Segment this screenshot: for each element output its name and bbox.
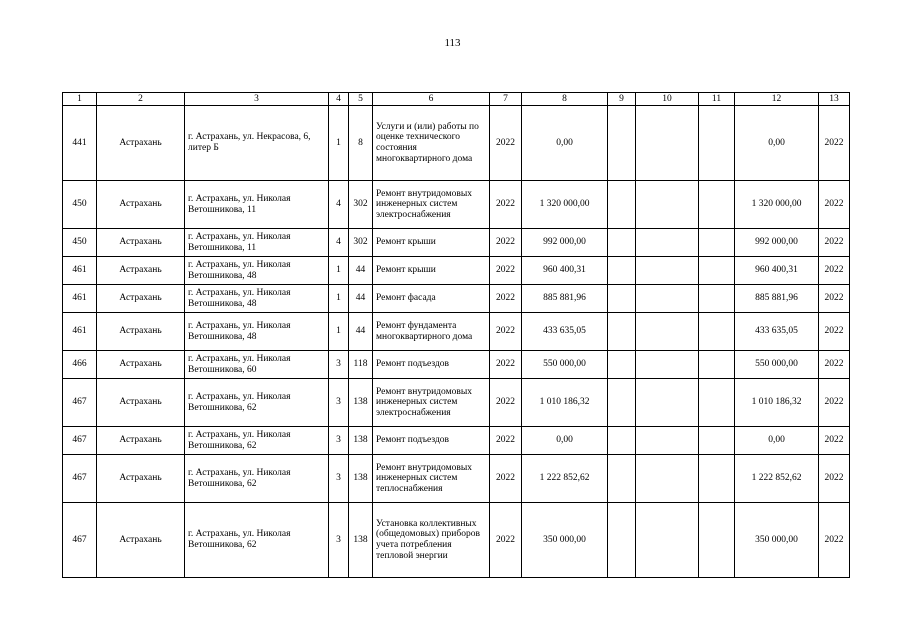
- completion-year-cell: 2022: [819, 285, 850, 313]
- owner-funds-cell: 885 881,96: [735, 285, 819, 313]
- entrance-count-cell: 1: [329, 313, 349, 351]
- work-type-cell: Услуги и (или) работы по оценке технического состояния многоквартирного дома: [373, 106, 490, 181]
- municipality-cell: Астрахань: [97, 229, 185, 257]
- table-row: [63, 181, 850, 229]
- cost-col-9-cell: [608, 351, 636, 379]
- column-header: 4: [329, 93, 349, 106]
- cost-col-11-cell: [699, 106, 735, 181]
- owner-funds-cell: 992 000,00: [735, 229, 819, 257]
- municipality-cell: Астрахань: [97, 455, 185, 503]
- apartment-count-cell: 138: [349, 503, 373, 578]
- cost-col-9-cell: [608, 257, 636, 285]
- total-cost-cell: 960 400,31: [522, 257, 608, 285]
- cost-col-10-cell: [636, 379, 699, 427]
- record-number-cell: 467: [63, 503, 97, 578]
- work-type-cell: Ремонт внутридомовых инженерных систем электроснабжения: [373, 379, 490, 427]
- apartment-count-cell: 302: [349, 229, 373, 257]
- entrance-count-cell: 3: [329, 455, 349, 503]
- column-header: 8: [522, 93, 608, 106]
- work-type-cell: Ремонт внутридомовых инженерных систем электроснабжения: [373, 181, 490, 229]
- table-body: [63, 106, 850, 578]
- entrance-count-cell: 4: [329, 181, 349, 229]
- record-number-cell: 467: [63, 455, 97, 503]
- table-row: [63, 313, 850, 351]
- apartment-count-cell: 138: [349, 427, 373, 455]
- plan-year-cell: 2022: [490, 181, 522, 229]
- table-row: [63, 106, 850, 181]
- apartment-count-cell: 138: [349, 379, 373, 427]
- completion-year-cell: 2022: [819, 229, 850, 257]
- record-number-cell: 461: [63, 285, 97, 313]
- work-type-cell: Ремонт фасада: [373, 285, 490, 313]
- cost-col-11-cell: [699, 285, 735, 313]
- municipality-cell: Астрахань: [97, 313, 185, 351]
- column-header: 13: [819, 93, 850, 106]
- address-cell: г. Астрахань, ул. Николая Ветошникова, 48: [185, 285, 329, 313]
- cost-col-11-cell: [699, 181, 735, 229]
- work-type-cell: Ремонт крыши: [373, 229, 490, 257]
- total-cost-cell: 1 222 852,62: [522, 455, 608, 503]
- record-number-cell: 450: [63, 229, 97, 257]
- cost-col-11-cell: [699, 257, 735, 285]
- owner-funds-cell: 0,00: [735, 106, 819, 181]
- completion-year-cell: 2022: [819, 313, 850, 351]
- apartment-count-cell: 302: [349, 181, 373, 229]
- cost-col-10-cell: [636, 285, 699, 313]
- apartment-count-cell: 118: [349, 351, 373, 379]
- address-cell: г. Астрахань, ул. Николая Ветошникова, 62: [185, 503, 329, 578]
- owner-funds-cell: 960 400,31: [735, 257, 819, 285]
- entrance-count-cell: 3: [329, 503, 349, 578]
- cost-col-9-cell: [608, 313, 636, 351]
- plan-year-cell: 2022: [490, 257, 522, 285]
- cost-col-11-cell: [699, 503, 735, 578]
- cost-col-10-cell: [636, 427, 699, 455]
- municipality-cell: Астрахань: [97, 106, 185, 181]
- entrance-count-cell: 4: [329, 229, 349, 257]
- record-number-cell: 450: [63, 181, 97, 229]
- cost-col-9-cell: [608, 379, 636, 427]
- cost-col-9-cell: [608, 106, 636, 181]
- work-type-cell: Установка коллективных (общедомовых) приборов учета потребления тепловой энергии: [373, 503, 490, 578]
- completion-year-cell: 2022: [819, 106, 850, 181]
- cost-col-9-cell: [608, 427, 636, 455]
- municipality-cell: Астрахань: [97, 503, 185, 578]
- plan-year-cell: 2022: [490, 313, 522, 351]
- plan-year-cell: 2022: [490, 229, 522, 257]
- total-cost-cell: 885 881,96: [522, 285, 608, 313]
- cost-col-10-cell: [636, 229, 699, 257]
- address-cell: г. Астрахань, ул. Николая Ветошникова, 48: [185, 257, 329, 285]
- cost-col-11-cell: [699, 379, 735, 427]
- column-header: 12: [735, 93, 819, 106]
- table-row: [63, 379, 850, 427]
- address-cell: г. Астрахань, ул. Некрасова, 6, литер Б: [185, 106, 329, 181]
- cost-col-10-cell: [636, 351, 699, 379]
- address-cell: г. Астрахань, ул. Николая Ветошникова, 60: [185, 351, 329, 379]
- completion-year-cell: 2022: [819, 379, 850, 427]
- cost-col-9-cell: [608, 503, 636, 578]
- column-header: 7: [490, 93, 522, 106]
- apartment-count-cell: 8: [349, 106, 373, 181]
- cost-col-10-cell: [636, 181, 699, 229]
- completion-year-cell: 2022: [819, 181, 850, 229]
- table-row: [63, 285, 850, 313]
- plan-year-cell: 2022: [490, 455, 522, 503]
- total-cost-cell: 0,00: [522, 427, 608, 455]
- work-type-cell: Ремонт крыши: [373, 257, 490, 285]
- total-cost-cell: 1 320 000,00: [522, 181, 608, 229]
- municipality-cell: Астрахань: [97, 257, 185, 285]
- record-number-cell: 461: [63, 313, 97, 351]
- address-cell: г. Астрахань, ул. Николая Ветошникова, 11: [185, 181, 329, 229]
- work-type-cell: Ремонт подъездов: [373, 427, 490, 455]
- table-row: [63, 351, 850, 379]
- apartment-count-cell: 138: [349, 455, 373, 503]
- record-number-cell: 467: [63, 427, 97, 455]
- cost-col-10-cell: [636, 455, 699, 503]
- municipality-cell: Астрахань: [97, 285, 185, 313]
- cost-col-9-cell: [608, 455, 636, 503]
- table-row: [63, 257, 850, 285]
- cost-col-10-cell: [636, 313, 699, 351]
- cost-col-9-cell: [608, 229, 636, 257]
- record-number-cell: 461: [63, 257, 97, 285]
- column-header: 11: [699, 93, 735, 106]
- total-cost-cell: 433 635,05: [522, 313, 608, 351]
- owner-funds-cell: 550 000,00: [735, 351, 819, 379]
- cost-col-10-cell: [636, 106, 699, 181]
- entrance-count-cell: 1: [329, 106, 349, 181]
- entrance-count-cell: 1: [329, 285, 349, 313]
- total-cost-cell: 1 010 186,32: [522, 379, 608, 427]
- cost-col-9-cell: [608, 285, 636, 313]
- owner-funds-cell: 1 320 000,00: [735, 181, 819, 229]
- entrance-count-cell: 3: [329, 427, 349, 455]
- cost-col-11-cell: [699, 455, 735, 503]
- municipality-cell: Астрахань: [97, 351, 185, 379]
- cost-col-11-cell: [699, 351, 735, 379]
- total-cost-cell: 992 000,00: [522, 229, 608, 257]
- completion-year-cell: 2022: [819, 427, 850, 455]
- cost-col-10-cell: [636, 503, 699, 578]
- plan-year-cell: 2022: [490, 106, 522, 181]
- capital-repair-table: [62, 92, 850, 578]
- municipality-cell: Астрахань: [97, 427, 185, 455]
- record-number-cell: 441: [63, 106, 97, 181]
- address-cell: г. Астрахань, ул. Николая Ветошникова, 62: [185, 427, 329, 455]
- record-number-cell: 467: [63, 379, 97, 427]
- completion-year-cell: 2022: [819, 257, 850, 285]
- column-header: 10: [636, 93, 699, 106]
- cost-col-11-cell: [699, 313, 735, 351]
- column-number-row: [63, 93, 850, 106]
- work-type-cell: Ремонт подъездов: [373, 351, 490, 379]
- total-cost-cell: 350 000,00: [522, 503, 608, 578]
- plan-year-cell: 2022: [490, 427, 522, 455]
- plan-year-cell: 2022: [490, 285, 522, 313]
- cost-col-11-cell: [699, 427, 735, 455]
- table-row: [63, 427, 850, 455]
- column-header: 1: [63, 93, 97, 106]
- table-row: [63, 229, 850, 257]
- municipality-cell: Астрахань: [97, 181, 185, 229]
- cost-col-9-cell: [608, 181, 636, 229]
- total-cost-cell: 0,00: [522, 106, 608, 181]
- apartment-count-cell: 44: [349, 313, 373, 351]
- entrance-count-cell: 1: [329, 257, 349, 285]
- apartment-count-cell: 44: [349, 257, 373, 285]
- entrance-count-cell: 3: [329, 379, 349, 427]
- completion-year-cell: 2022: [819, 503, 850, 578]
- column-header: 9: [608, 93, 636, 106]
- cost-col-10-cell: [636, 257, 699, 285]
- column-header: 2: [97, 93, 185, 106]
- address-cell: г. Астрахань, ул. Николая Ветошникова, 62: [185, 379, 329, 427]
- apartment-count-cell: 44: [349, 285, 373, 313]
- address-cell: г. Астрахань, ул. Николая Ветошникова, 62: [185, 455, 329, 503]
- owner-funds-cell: 433 635,05: [735, 313, 819, 351]
- cost-col-11-cell: [699, 229, 735, 257]
- plan-year-cell: 2022: [490, 379, 522, 427]
- owner-funds-cell: 0,00: [735, 427, 819, 455]
- table-row: [63, 455, 850, 503]
- owner-funds-cell: 350 000,00: [735, 503, 819, 578]
- work-type-cell: Ремонт внутридомовых инженерных систем теплоснабжения: [373, 455, 490, 503]
- owner-funds-cell: 1 010 186,32: [735, 379, 819, 427]
- work-type-cell: Ремонт фундамента многоквартирного дома: [373, 313, 490, 351]
- page-number: 113: [444, 37, 461, 49]
- owner-funds-cell: 1 222 852,62: [735, 455, 819, 503]
- plan-year-cell: 2022: [490, 351, 522, 379]
- column-header: 3: [185, 93, 329, 106]
- address-cell: г. Астрахань, ул. Николая Ветошникова, 48: [185, 313, 329, 351]
- completion-year-cell: 2022: [819, 351, 850, 379]
- municipality-cell: Астрахань: [97, 379, 185, 427]
- entrance-count-cell: 3: [329, 351, 349, 379]
- total-cost-cell: 550 000,00: [522, 351, 608, 379]
- completion-year-cell: 2022: [819, 455, 850, 503]
- column-header: 5: [349, 93, 373, 106]
- address-cell: г. Астрахань, ул. Николая Ветошникова, 11: [185, 229, 329, 257]
- plan-year-cell: 2022: [490, 503, 522, 578]
- column-header: 6: [373, 93, 490, 106]
- table-row: [63, 503, 850, 578]
- record-number-cell: 466: [63, 351, 97, 379]
